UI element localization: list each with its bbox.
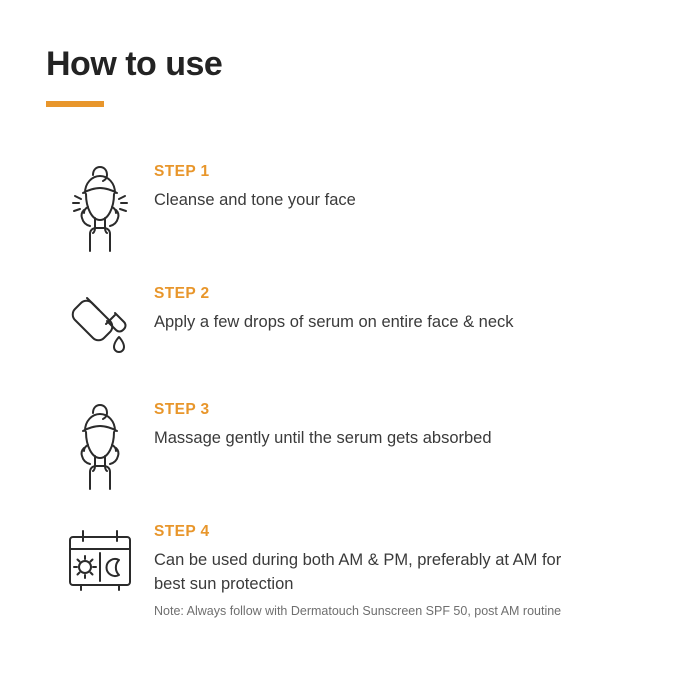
step-item bbox=[46, 399, 660, 493]
step-item bbox=[46, 161, 660, 255]
step-body bbox=[154, 399, 660, 450]
step-text: Massage gently until the serum gets absorbed bbox=[154, 429, 492, 448]
step-icon-wrapper bbox=[46, 399, 154, 493]
step-item bbox=[46, 283, 660, 371]
step-body bbox=[154, 283, 660, 334]
step-label: STEP 3 bbox=[154, 401, 210, 419]
step-text: Cleanse and tone your face bbox=[154, 191, 356, 210]
step-text: Can be used during both AM & PM, preferably at AM for best sun protection bbox=[154, 551, 562, 593]
step-icon-wrapper bbox=[46, 161, 154, 255]
step-icon-wrapper bbox=[46, 283, 154, 371]
serum-dropper-bottle-icon bbox=[57, 285, 143, 371]
step-icon-wrapper bbox=[46, 521, 154, 603]
page-title: How to use bbox=[46, 45, 223, 83]
step-note: Note: Always follow with Dermatouch Sunscreen SPF 50, post AM routine bbox=[154, 604, 562, 619]
step-label: STEP 1 bbox=[154, 163, 210, 181]
title-underline-rule bbox=[46, 101, 104, 107]
step-item bbox=[46, 521, 660, 620]
step-text: Apply a few drops of serum on entire face & neck bbox=[154, 313, 514, 332]
step-body bbox=[154, 521, 660, 620]
step-body bbox=[154, 161, 660, 212]
face-massage-icon bbox=[57, 401, 143, 493]
steps-list bbox=[46, 161, 660, 620]
step-label: STEP 4 bbox=[154, 523, 210, 541]
face-cleanse-icon bbox=[57, 163, 143, 255]
calendar-sun-moon-icon bbox=[57, 523, 143, 603]
step-label: STEP 2 bbox=[154, 285, 210, 303]
